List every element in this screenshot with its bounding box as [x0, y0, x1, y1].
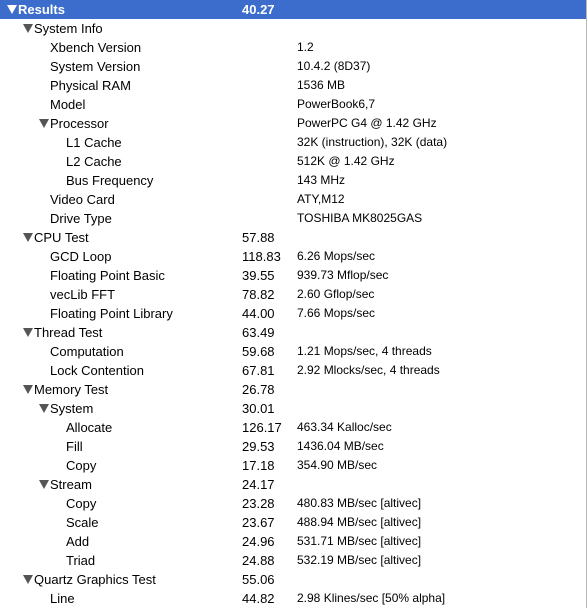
row-label: Physical RAM	[50, 78, 131, 93]
row-label: Fill	[66, 439, 83, 454]
row-label: CPU Test	[34, 230, 89, 245]
outline-row[interactable]	[0, 247, 586, 266]
row-label: L2 Cache	[66, 154, 122, 169]
outline-row[interactable]	[0, 513, 586, 532]
outline-row[interactable]	[0, 570, 586, 589]
row-detail: 488.94 MB/sec [altivec]	[297, 515, 422, 529]
row-score: 78.82	[242, 287, 275, 302]
row-detail: 2.92 Mlocks/sec, 4 threads	[297, 363, 440, 377]
row-score: 24.96	[242, 534, 275, 549]
row-detail: 354.90 MB/sec	[297, 458, 378, 472]
row-label: System	[50, 401, 94, 416]
row-score: 24.17	[242, 477, 275, 492]
row-score: 24.88	[242, 553, 275, 568]
row-score: 59.68	[242, 344, 275, 359]
outline-row[interactable]	[0, 285, 586, 304]
row-score: 67.81	[242, 363, 275, 378]
row-score: 44.00	[242, 306, 275, 321]
row-label: Model	[50, 97, 86, 112]
row-detail: 32K (instruction), 32K (data)	[297, 135, 448, 149]
row-label: Xbench Version	[50, 40, 142, 55]
disclosure-triangle-down-icon[interactable]	[38, 114, 50, 133]
row-detail: 2.60 Gflop/sec	[297, 287, 375, 301]
row-detail: TOSHIBA MK8025GAS	[297, 211, 423, 225]
outline-row[interactable]	[0, 551, 586, 570]
row-label: Triad	[66, 553, 96, 568]
row-detail: 1536 MB	[297, 78, 346, 92]
outline-row[interactable]	[0, 494, 586, 513]
row-detail: 512K @ 1.42 GHz	[297, 154, 395, 168]
row-score: 126.17	[242, 420, 282, 435]
row-label: Allocate	[66, 420, 113, 435]
outline-row[interactable]	[0, 323, 586, 342]
outline-row[interactable]	[0, 171, 586, 190]
row-label: Thread Test	[34, 325, 103, 340]
row-label: Processor	[50, 116, 109, 131]
outline-row[interactable]	[0, 133, 586, 152]
outline-row[interactable]	[0, 399, 586, 418]
row-detail: 463.34 Kalloc/sec	[297, 420, 392, 434]
outline-row[interactable]	[0, 418, 586, 437]
row-detail: 1.2	[297, 40, 314, 54]
outline-row[interactable]	[0, 228, 586, 247]
outline-row[interactable]	[0, 95, 586, 114]
row-score: 30.01	[242, 401, 275, 416]
row-label: Computation	[50, 344, 124, 359]
row-score: 23.28	[242, 496, 275, 511]
row-detail: 6.26 Mops/sec	[297, 249, 376, 263]
row-detail: 939.73 Mflop/sec	[297, 268, 389, 282]
disclosure-triangle-down-icon[interactable]	[6, 0, 18, 19]
row-label: vecLib FFT	[50, 287, 116, 302]
row-label: Stream	[50, 477, 92, 492]
row-score: 63.49	[242, 325, 275, 340]
outline-row[interactable]	[0, 380, 586, 399]
row-label: Memory Test	[34, 382, 109, 397]
outline-row[interactable]	[0, 304, 586, 323]
row-detail: 1436.04 MB/sec	[297, 439, 384, 453]
outline-row[interactable]	[0, 57, 586, 76]
disclosure-triangle-down-icon[interactable]	[22, 19, 34, 38]
row-score: 17.18	[242, 458, 275, 473]
row-label: Scale	[66, 515, 99, 530]
row-score: 57.88	[242, 230, 275, 245]
row-label: Add	[66, 534, 90, 549]
row-label: Copy	[66, 458, 97, 473]
row-label: Results	[18, 2, 65, 17]
row-label: Floating Point Library	[50, 306, 173, 321]
row-label: System Version	[50, 59, 141, 74]
outline-row[interactable]	[0, 437, 586, 456]
outline-row[interactable]	[0, 266, 586, 285]
outline-row[interactable]	[0, 589, 586, 608]
outline-row[interactable]	[0, 114, 586, 133]
outline-row[interactable]	[0, 456, 586, 475]
row-score: 118.83	[242, 249, 281, 264]
row-score: 44.82	[242, 591, 275, 606]
row-detail: 7.66 Mops/sec	[297, 306, 376, 320]
disclosure-triangle-down-icon[interactable]	[38, 399, 50, 418]
outline-row[interactable]	[0, 361, 586, 380]
row-label: Floating Point Basic	[50, 268, 165, 283]
outline-row[interactable]	[0, 152, 586, 171]
row-detail: 532.19 MB/sec [altivec]	[297, 553, 422, 567]
row-detail: 10.4.2 (8D37)	[297, 59, 371, 73]
row-score: 39.55	[242, 268, 275, 283]
outline-row[interactable]	[0, 209, 586, 228]
row-detail: ATY,M12	[297, 192, 345, 206]
row-label: Lock Contention	[50, 363, 144, 378]
row-label: Quartz Graphics Test	[34, 572, 156, 587]
outline-row[interactable]	[0, 342, 586, 361]
disclosure-triangle-down-icon[interactable]	[22, 380, 34, 399]
row-score: 26.78	[242, 382, 275, 397]
outline-row[interactable]	[0, 190, 586, 209]
outline-row[interactable]	[0, 532, 586, 551]
row-detail: 2.98 Klines/sec [50% alpha]	[297, 591, 446, 605]
row-label: GCD Loop	[50, 249, 112, 264]
row-label: Copy	[66, 496, 97, 511]
outline-row[interactable]	[0, 0, 586, 19]
row-detail: PowerBook6,7	[297, 97, 376, 111]
row-label: Video Card	[50, 192, 115, 207]
row-score: 29.53	[242, 439, 275, 454]
row-detail: 1.21 Mops/sec, 4 threads	[297, 344, 432, 358]
row-label: System Info	[34, 21, 103, 36]
outline-row[interactable]	[0, 76, 586, 95]
row-detail: 143 MHz	[297, 173, 346, 187]
row-label: Bus Frequency	[66, 173, 154, 188]
row-label: L1 Cache	[66, 135, 122, 150]
row-detail: 480.83 MB/sec [altivec]	[297, 496, 422, 510]
row-label: Drive Type	[50, 211, 112, 226]
disclosure-triangle-down-icon[interactable]	[22, 570, 34, 589]
row-detail: PowerPC G4 @ 1.42 GHz	[297, 116, 437, 130]
disclosure-triangle-down-icon[interactable]	[38, 475, 50, 494]
row-score: 23.67	[242, 515, 275, 530]
row-detail: 531.71 MB/sec [altivec]	[297, 534, 422, 548]
outline-row[interactable]	[0, 475, 586, 494]
outline-row[interactable]	[0, 38, 586, 57]
outline-row[interactable]	[0, 19, 586, 38]
disclosure-triangle-down-icon[interactable]	[22, 323, 34, 342]
row-score: 40.27	[242, 2, 275, 17]
disclosure-triangle-down-icon[interactable]	[22, 228, 34, 247]
row-score: 55.06	[242, 572, 275, 587]
row-label: Line	[50, 591, 75, 606]
